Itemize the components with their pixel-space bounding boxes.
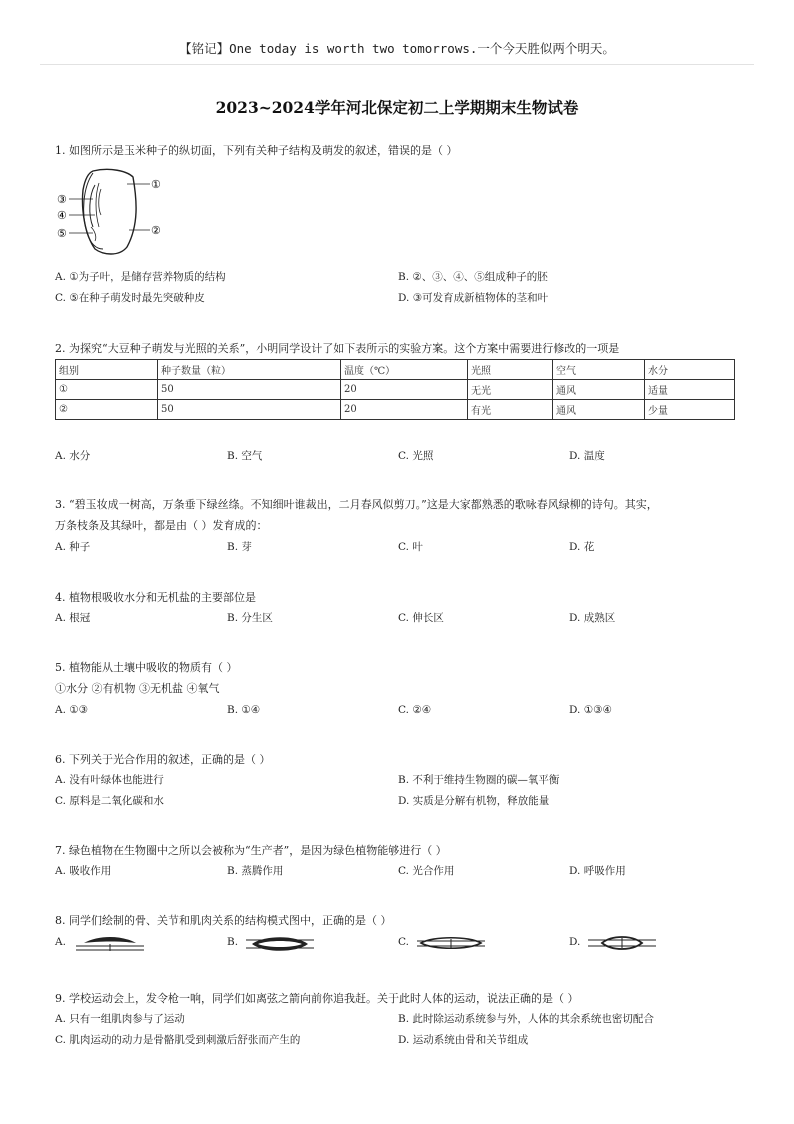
diagram-a-image[interactable] <box>74 934 146 952</box>
diagram-d-image[interactable] <box>586 934 658 952</box>
question-stem: 4. 植物根吸收水分和无机盐的主要部位是 <box>55 591 256 604</box>
option-d[interactable]: D. 呼吸作用 <box>569 865 626 877</box>
table-row <box>56 380 735 400</box>
option-b[interactable]: B. 空气 <box>227 450 263 462</box>
option-c[interactable]: C. 光照 <box>398 450 434 462</box>
option-d[interactable]: D. 成熟区 <box>569 612 616 624</box>
question-5 <box>55 657 238 699</box>
option-a[interactable]: A. 吸收作用 <box>55 865 112 877</box>
table-cell: ① <box>56 380 158 400</box>
question-stem: 2. 为探究“大豆种子萌发与光照的关系”，小明同学设计了如下表所示的实验方案。这个方案中需要进行修改的一项是 <box>55 342 620 355</box>
option-b[interactable]: B. 分生区 <box>227 612 273 624</box>
option-b[interactable]: B. <box>227 936 239 948</box>
option-b[interactable]: B. 此时除运动系统参与外，人体的其余系统也密切配合 <box>398 1013 654 1025</box>
option-a[interactable]: A. <box>55 936 66 948</box>
question-stem: 9. 学校运动会上，发令枪一响，同学们如离弦之箭向前你追我赶。关于此时人体的运动，说法正确的是（ ） <box>55 992 579 1005</box>
option-a[interactable]: A. 种子 <box>55 541 91 553</box>
option-d[interactable]: D. 花 <box>569 541 595 553</box>
question-items: ①水分 ②有机物 ③无机盐 ④氧气 <box>55 682 220 695</box>
table-cell: 通风 <box>553 400 645 420</box>
option-d[interactable]: D. <box>569 936 581 948</box>
option-c[interactable]: C. 叶 <box>398 541 423 553</box>
diagram-b-image[interactable] <box>244 934 316 954</box>
table-header: 组别 <box>56 360 158 380</box>
table-cell: 50 <box>158 380 341 400</box>
option-b[interactable]: B. 芽 <box>227 541 252 553</box>
question-5-options <box>55 700 755 721</box>
option-a[interactable]: A. 没有叶绿体也能进行 <box>55 774 164 786</box>
question-9 <box>55 988 579 1009</box>
table-cell: 适量 <box>645 380 735 400</box>
question-7 <box>55 840 447 861</box>
question-stem: 7. 绿色植物在生物圈中之所以会被称为“生产者”，是因为绿色植物能够进行（ ） <box>55 844 447 857</box>
option-b[interactable]: B. ②、③、④、⑤组成种子的胚 <box>398 271 548 283</box>
option-a[interactable]: A. 只有一组肌肉参与了运动 <box>55 1013 185 1025</box>
option-d[interactable]: D. 运动系统由骨和关节组成 <box>398 1034 529 1046</box>
table-header: 光照 <box>468 360 553 380</box>
table-cell: 少量 <box>645 400 735 420</box>
question-stem: 6. 下列关于光合作用的叙述，正确的是（ ） <box>55 753 271 766</box>
label-2: ② <box>151 224 161 237</box>
option-d[interactable]: D. 实质是分解有机物，释放能量 <box>398 795 550 807</box>
question-6 <box>55 749 271 770</box>
question-4-options <box>55 608 755 629</box>
experiment-table <box>55 359 735 420</box>
question-4 <box>55 587 256 608</box>
question-9-options <box>55 1009 755 1051</box>
option-d[interactable]: D. ①③④ <box>569 704 612 716</box>
table-row <box>56 400 735 420</box>
option-a[interactable]: A. 水分 <box>55 450 91 462</box>
question-2 <box>55 338 619 359</box>
question-7-options <box>55 861 755 882</box>
table-cell: 有光 <box>468 400 553 420</box>
question-1 <box>55 140 458 161</box>
option-a[interactable]: A. ①③ <box>55 704 89 716</box>
header-divider <box>40 64 754 65</box>
table-header: 温度（℃） <box>341 360 468 380</box>
table-header: 水分 <box>645 360 735 380</box>
question-stem: 5. 植物能从土壤中吸收的物质有（ ） <box>55 661 238 674</box>
option-c[interactable]: C. 原料是二氧化碳和水 <box>55 795 164 807</box>
question-stem: 1. 如图所示是玉米种子的纵切面，下列有关种子结构及萌发的叙述，错误的是（ ） <box>55 144 458 157</box>
corn-seed-figure <box>55 165 175 260</box>
question-2-options <box>55 446 755 467</box>
table-cell: 50 <box>158 400 341 420</box>
question-3-options <box>55 537 755 558</box>
question-stem-continued: 万条枝条及其绿叶，都是由（ ）发育成的： <box>55 519 268 532</box>
motto: 【铭记】One today is worth two tomorrows.一个今天胜似两个明天。 <box>179 41 615 56</box>
option-a[interactable]: A. ①为子叶，是储存营养物质的结构 <box>55 271 226 283</box>
table-header: 种子数量（粒） <box>158 360 341 380</box>
table-cell: 通风 <box>553 380 645 400</box>
option-b[interactable]: B. ①④ <box>227 704 261 716</box>
label-1: ① <box>151 178 161 191</box>
option-b[interactable]: B. 不利于维持生物圈的碳—氧平衡 <box>398 774 560 786</box>
option-d[interactable]: D. 温度 <box>569 450 605 462</box>
option-c[interactable]: C. ②④ <box>398 704 432 716</box>
option-a[interactable]: A. 根冠 <box>55 612 91 624</box>
question-8 <box>55 910 392 931</box>
question-1-options <box>55 267 755 309</box>
table-header-row <box>56 360 735 380</box>
option-c[interactable]: C. 光合作用 <box>398 865 455 877</box>
question-stem: 8. 同学们绘制的骨、关节和肌肉关系的结构模式图中，正确的是（ ） <box>55 914 392 927</box>
label-4: ④ <box>57 209 67 222</box>
table-header: 空气 <box>553 360 645 380</box>
table-cell: 20 <box>341 400 468 420</box>
option-c[interactable]: C. 肌肉运动的动力是骨骼肌受到刺激后舒张而产生的 <box>55 1034 301 1046</box>
table-cell: 无光 <box>468 380 553 400</box>
option-c[interactable]: C. 伸长区 <box>398 612 444 624</box>
question-6-options <box>55 770 755 812</box>
page-title: 2023~2024学年河北保定初二上学期期末生物试卷 <box>215 98 579 117</box>
label-3: ③ <box>57 193 67 206</box>
option-c[interactable]: C. ⑤在种子萌发时最先突破种皮 <box>55 292 205 304</box>
option-b[interactable]: B. 蒸腾作用 <box>227 865 284 877</box>
label-5: ⑤ <box>57 227 67 240</box>
diagram-c-image[interactable] <box>415 934 487 952</box>
table-cell: 20 <box>341 380 468 400</box>
question-3 <box>55 494 658 536</box>
option-d[interactable]: D. ③可发育成新植物体的茎和叶 <box>398 292 549 304</box>
option-c[interactable]: C. <box>398 936 409 948</box>
question-stem: 3. “碧玉妆成一树高，万条垂下绿丝绦。不知细叶谁裁出，二月春风似剪刀。”这是大家都熟悉的歌咏春风绿柳的诗句。其实， <box>55 498 658 511</box>
table-cell: ② <box>56 400 158 420</box>
